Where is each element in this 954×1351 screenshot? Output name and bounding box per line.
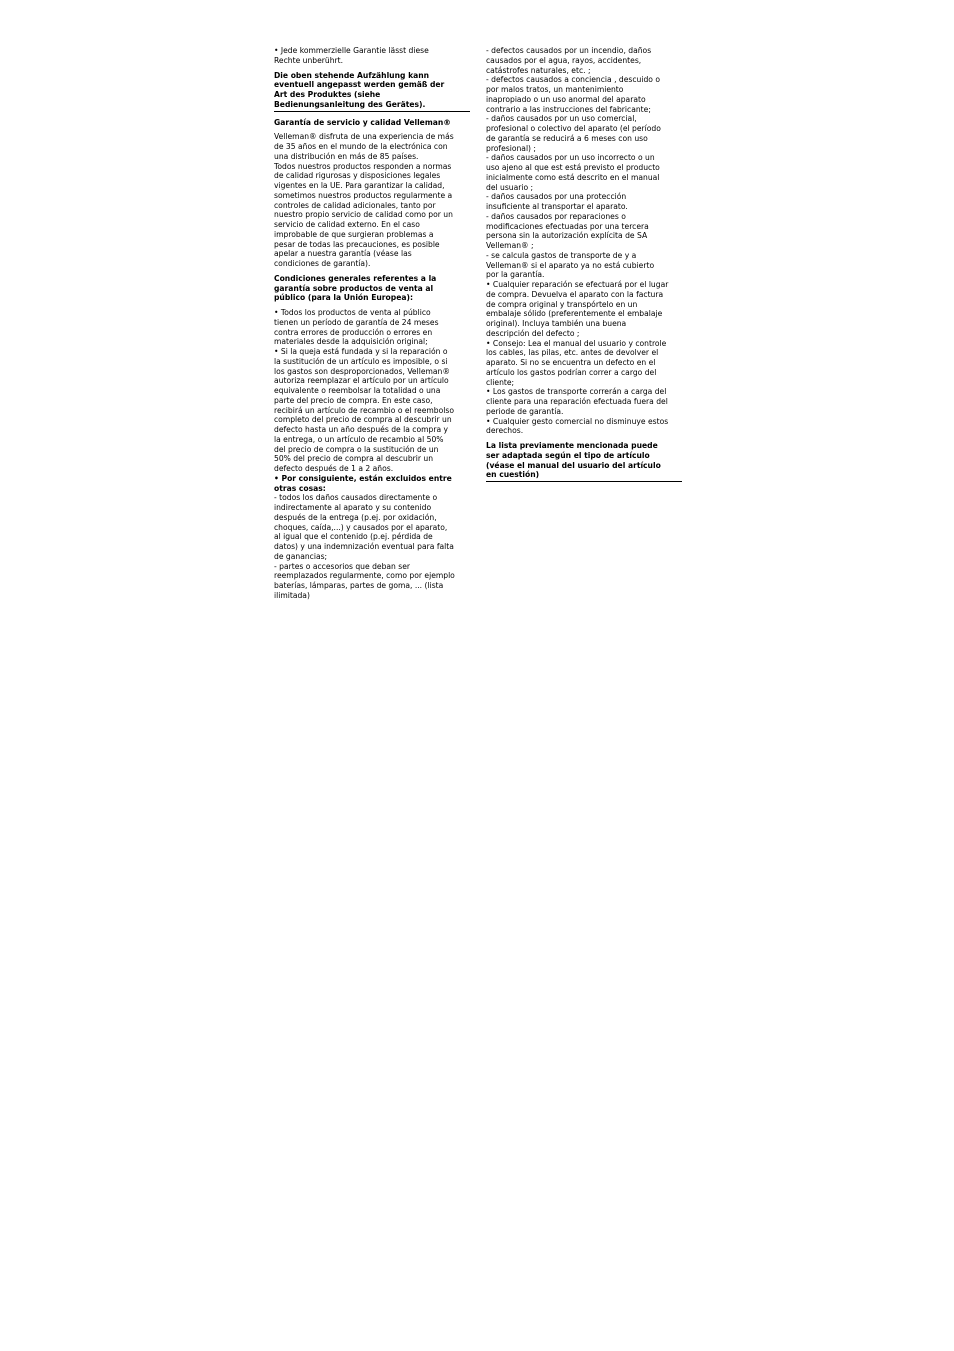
list-item: - daños causados por un uso comercial, profesional o colectivo del aparato (el período de garantía se reducirá a 6 meses con uso profesional) ; [486, 114, 661, 153]
list-item: • Cualquier reparación se efectuará por el lugar de compra. Devuelva el aparato con la factura de compra original y transpórtelo en un embalaje sólido (preferentemente el embalaje original). Incluya también una buena descripción del defecto ; [486, 280, 669, 338]
list-item: • Cualquier gesto comercial no disminuye estos derechos. [486, 416, 669, 436]
list-item: • Los gastos de transporte correrán a carga del cliente para una reparación efectuada fuera del periode de garantía. [486, 387, 668, 416]
es-excluded-damage: - todos los daños causados directamente o indirectamente al aparato y su contenido después de la entrega (p.ej. por oxidación, choques, caída,...) y causados por el aparato, al igual que el contenido (p.ej. pérdida de datos) y una indemnización eventual para falta de ganancias; [274, 493, 454, 561]
list-item: - defectos causados por un incendio, daños causados por el agua, rayos, accidentes, catástrofes naturales, etc. ; [486, 46, 652, 75]
es-closing-note: La lista previamente mencionada puede ser adaptada según el tipo de artículo (véase el manual del usuario del artículo en cuestión) [486, 441, 682, 482]
es-intro-paragraph: Velleman® disfruta de una experiencia de más de 35 años en el mundo de la electrónica con una distribución en más de 85 países. Todos nuestros productos responden a normas de calidad rigurosas y disposiciones legales vigentes en la UE. Para garantizar la calidad, sometimos nuestros productos regularmente a controles de calidad adicionales, tanto por nuestro propio servicio de calidad como por un servicio de calidad externo. En el caso improbable de que surgieran problemas a pesar de todas las precauciones, es posible apelar a nuestra garantía (véase las condiciones de garantía). [274, 132, 454, 268]
list-item: - se calcula gastos de transporte de y a Velleman® si el aparato ya no está cubierto por la garantía. [486, 250, 655, 280]
list-item: - daños causados por un uso incorrecto o un uso ajeno al que est está previsto el producto inicialmente como está descrito en el manual del usuario ; [486, 153, 660, 192]
de-note-paragraph: Die oben stehende Aufzählung kann eventuell angepasst werden gemäß der Art des Produktes (siehe Bedienungsanleitung des Gerätes). [274, 71, 470, 112]
es-excluded-heading: • Por consiguiente, están excluidos entre otras cosas: [274, 473, 452, 493]
list-item: - daños causados por reparaciones o modificaciones efectuadas por una tercera persona sin la autorización explícita de SA Velleman® ; [486, 211, 649, 250]
es-conditions-heading: Condiciones generales referentes a la garantía sobre productos de venta al público (para la Unión Europea): [274, 273, 437, 303]
list-item: - defectos causados a conciencia , descuido o por malos tratos, un mantenimiento inapropiado o un uso anormal del aparato contrario a las instrucciones del fabricante; [486, 75, 660, 114]
right-column [486, 46, 682, 482]
es-bullet-warranty-period: • Todos los productos de venta al público tienen un período de garantía de 24 meses contra errores de producción o errores en materiales desde la adquisición original; [274, 308, 439, 347]
es-bullet-replacement: • Si la queja está fundada y si la reparación o la sustitución de un artículo es imposible, o si los gastos son desproporcionados, Velleman® autoriza reemplazar el artículo por un artículo equivalente o reembolsar la totalidad o una parte del precio de compra. En este caso, recibirá un artículo de recambio o el reembolso completo del precio de compra al descubrir un defecto hasta un año después de la compra y la entrega, o un artículo de recambio al 50% del precio de compra o la sustitución de un 50% del precio de compra al descubrir un defecto después de 1 a 2 años. [274, 347, 454, 473]
list-item: • Consejo: Lea el manual del usuario y controle los cables, las pilas, etc. antes de devolver el aparato. Si no se encuentra un defecto en el artículo los gastos podrían correr a cargo del cliente; [486, 338, 667, 387]
list-item: - daños causados por una protección insuficiente al transportar el aparato. [486, 192, 628, 211]
es-excluded-parts: - partes o accesorios que deban ser reemplazados regularmente, como por ejemplo baterías, lámparas, partes de goma, ... (lista ilimitada) [274, 561, 455, 600]
de-bullet-paragraph: • Jede kommerzielle Garantie lässt diese Rechte unberührt. [274, 46, 429, 65]
left-column [274, 46, 470, 601]
es-warranty-heading: Garantía de servicio y calidad Velleman® [274, 117, 451, 127]
